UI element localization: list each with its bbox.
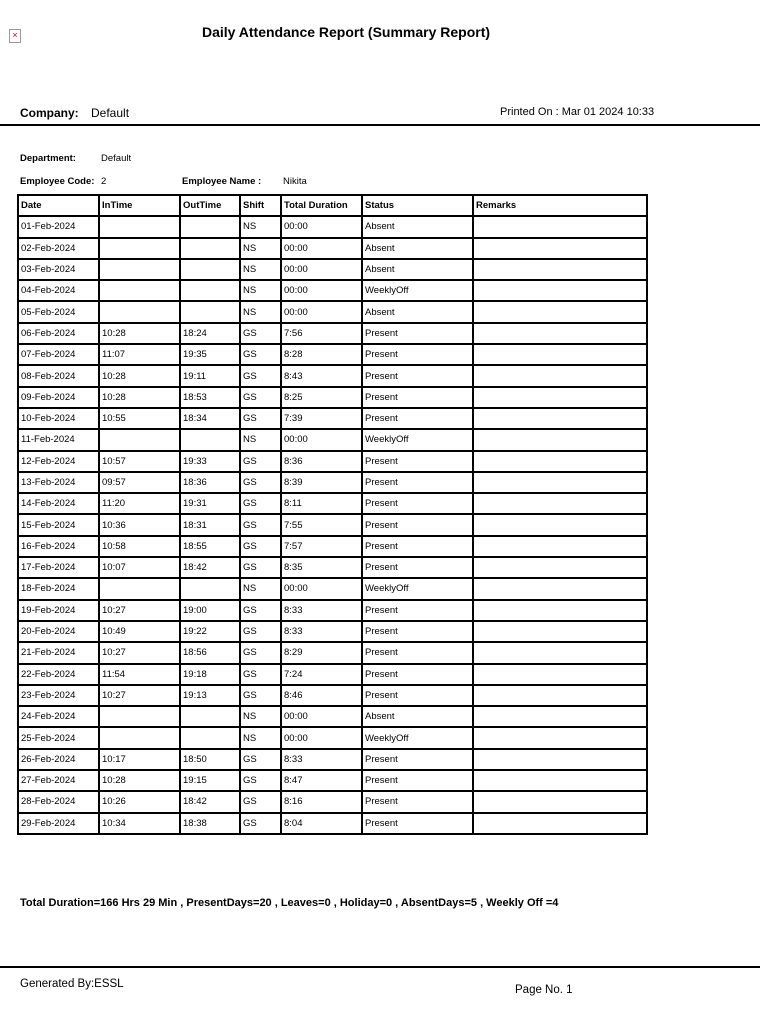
table-row xyxy=(18,216,647,237)
duration-cell: 7:55 xyxy=(281,514,362,535)
table-row xyxy=(18,770,647,791)
table-row xyxy=(18,791,647,812)
shift-cell: GS xyxy=(240,472,281,493)
intime-cell: 10:26 xyxy=(99,791,180,812)
table-row xyxy=(18,408,647,429)
intime-cell: 11:07 xyxy=(99,344,180,365)
duration-cell: 8:33 xyxy=(281,621,362,642)
intime-cell: 10:36 xyxy=(99,514,180,535)
intime-cell: 10:55 xyxy=(99,408,180,429)
intime-cell xyxy=(99,301,180,322)
intime-cell: 10:27 xyxy=(99,685,180,706)
outtime-cell: 19:31 xyxy=(180,493,240,514)
intime-cell: 10:17 xyxy=(99,749,180,770)
outtime-cell: 19:00 xyxy=(180,600,240,621)
duration-cell: 8:46 xyxy=(281,685,362,706)
remarks-cell xyxy=(473,813,647,834)
shift-cell: GS xyxy=(240,536,281,557)
printed-on: Printed On : Mar 01 2024 10:33 xyxy=(500,106,655,118)
intime-cell: 10:28 xyxy=(99,770,180,791)
header-divider xyxy=(0,124,760,126)
date-cell: 13-Feb-2024 xyxy=(18,472,99,493)
outtime-cell: 19:35 xyxy=(180,344,240,365)
date-cell: 26-Feb-2024 xyxy=(18,749,99,770)
table-row xyxy=(18,387,647,408)
shift-cell: NS xyxy=(240,727,281,748)
remarks-cell xyxy=(473,749,647,770)
date-cell: 25-Feb-2024 xyxy=(18,727,99,748)
date-cell: 07-Feb-2024 xyxy=(18,344,99,365)
date-cell: 19-Feb-2024 xyxy=(18,600,99,621)
date-cell: 09-Feb-2024 xyxy=(18,387,99,408)
remarks-cell xyxy=(473,621,647,642)
status-cell: Absent xyxy=(362,706,473,727)
remarks-cell xyxy=(473,642,647,663)
generated-by: Generated By:ESSL xyxy=(20,978,124,990)
remarks-cell xyxy=(473,344,647,365)
date-cell: 29-Feb-2024 xyxy=(18,813,99,834)
intime-cell xyxy=(99,216,180,237)
shift-cell: GS xyxy=(240,408,281,429)
date-cell: 08-Feb-2024 xyxy=(18,365,99,386)
status-cell: Present xyxy=(362,664,473,685)
intime-cell xyxy=(99,706,180,727)
outtime-cell xyxy=(180,429,240,450)
remarks-cell xyxy=(473,259,647,280)
remarks-cell xyxy=(473,770,647,791)
status-cell: WeeklyOff xyxy=(362,727,473,748)
outtime-cell xyxy=(180,280,240,301)
intime-cell: 10:58 xyxy=(99,536,180,557)
table-row xyxy=(18,323,647,344)
status-cell: Present xyxy=(362,749,473,770)
outtime-cell: 18:50 xyxy=(180,749,240,770)
date-cell: 01-Feb-2024 xyxy=(18,216,99,237)
outtime-cell: 18:36 xyxy=(180,472,240,493)
col-header-status: Status xyxy=(362,195,473,216)
col-header-outtime: OutTime xyxy=(180,195,240,216)
outtime-cell: 19:15 xyxy=(180,770,240,791)
duration-cell: 7:56 xyxy=(281,323,362,344)
table-row xyxy=(18,642,647,663)
shift-cell: NS xyxy=(240,706,281,727)
date-cell: 21-Feb-2024 xyxy=(18,642,99,663)
date-cell: 02-Feb-2024 xyxy=(18,238,99,259)
outtime-cell: 18:42 xyxy=(180,791,240,812)
date-cell: 14-Feb-2024 xyxy=(18,493,99,514)
duration-cell: 00:00 xyxy=(281,216,362,237)
shift-cell: GS xyxy=(240,514,281,535)
table-row xyxy=(18,451,647,472)
table-row xyxy=(18,259,647,280)
date-cell: 11-Feb-2024 xyxy=(18,429,99,450)
date-cell: 06-Feb-2024 xyxy=(18,323,99,344)
page-number: Page No. 1 xyxy=(515,984,573,996)
summary-totals: Total Duration=166 Hrs 29 Min , PresentDays=20 , Leaves=0 , Holiday=0 , AbsentDays=5 , Weekly Off =4 xyxy=(20,897,559,909)
status-cell: Absent xyxy=(362,301,473,322)
duration-cell: 00:00 xyxy=(281,727,362,748)
intime-cell: 11:54 xyxy=(99,664,180,685)
shift-cell: GS xyxy=(240,600,281,621)
date-cell: 18-Feb-2024 xyxy=(18,578,99,599)
company-value: Default xyxy=(91,106,130,120)
date-cell: 24-Feb-2024 xyxy=(18,706,99,727)
table-row xyxy=(18,706,647,727)
duration-cell: 00:00 xyxy=(281,238,362,259)
intime-cell xyxy=(99,280,180,301)
intime-cell: 10:49 xyxy=(99,621,180,642)
table-row xyxy=(18,749,647,770)
table-row xyxy=(18,600,647,621)
shift-cell: GS xyxy=(240,685,281,706)
status-cell: Absent xyxy=(362,238,473,259)
table-row xyxy=(18,557,647,578)
remarks-cell xyxy=(473,280,647,301)
employee-name-value: Nikita xyxy=(283,176,307,187)
shift-cell: GS xyxy=(240,749,281,770)
remarks-cell xyxy=(473,706,647,727)
outtime-cell: 19:22 xyxy=(180,621,240,642)
date-cell: 22-Feb-2024 xyxy=(18,664,99,685)
outtime-cell: 18:38 xyxy=(180,813,240,834)
outtime-cell: 18:42 xyxy=(180,557,240,578)
shift-cell: GS xyxy=(240,642,281,663)
duration-cell: 8:36 xyxy=(281,451,362,472)
outtime-cell xyxy=(180,216,240,237)
shift-cell: GS xyxy=(240,493,281,514)
duration-cell: 8:33 xyxy=(281,749,362,770)
remarks-cell xyxy=(473,514,647,535)
attendance-table-body xyxy=(18,216,647,834)
remarks-cell xyxy=(473,429,647,450)
duration-cell: 7:39 xyxy=(281,408,362,429)
table-row xyxy=(18,685,647,706)
remarks-cell xyxy=(473,387,647,408)
date-cell: 10-Feb-2024 xyxy=(18,408,99,429)
status-cell: Present xyxy=(362,493,473,514)
table-row xyxy=(18,621,647,642)
intime-cell xyxy=(99,238,180,259)
intime-cell: 10:27 xyxy=(99,642,180,663)
status-cell: Present xyxy=(362,365,473,386)
shift-cell: NS xyxy=(240,578,281,599)
table-row xyxy=(18,727,647,748)
outtime-cell: 18:55 xyxy=(180,536,240,557)
status-cell: Present xyxy=(362,323,473,344)
intime-cell: 09:57 xyxy=(99,472,180,493)
remarks-cell xyxy=(473,664,647,685)
outtime-cell: 18:31 xyxy=(180,514,240,535)
remarks-cell xyxy=(473,408,647,429)
employee-code-label: Employee Code: xyxy=(20,176,95,187)
date-cell: 15-Feb-2024 xyxy=(18,514,99,535)
intime-cell xyxy=(99,578,180,599)
intime-cell xyxy=(99,429,180,450)
remarks-cell xyxy=(473,685,647,706)
duration-cell: 00:00 xyxy=(281,429,362,450)
duration-cell: 8:43 xyxy=(281,365,362,386)
table-row xyxy=(18,578,647,599)
table-row xyxy=(18,429,647,450)
shift-cell: GS xyxy=(240,451,281,472)
shift-cell: GS xyxy=(240,813,281,834)
outtime-cell: 18:53 xyxy=(180,387,240,408)
date-cell: 05-Feb-2024 xyxy=(18,301,99,322)
shift-cell: GS xyxy=(240,621,281,642)
attendance-table xyxy=(17,194,648,835)
duration-cell: 8:39 xyxy=(281,472,362,493)
date-cell: 12-Feb-2024 xyxy=(18,451,99,472)
intime-cell: 10:57 xyxy=(99,451,180,472)
remarks-cell xyxy=(473,238,647,259)
status-cell: Present xyxy=(362,685,473,706)
remarks-cell xyxy=(473,451,647,472)
status-cell: Present xyxy=(362,642,473,663)
status-cell: Present xyxy=(362,536,473,557)
table-row xyxy=(18,280,647,301)
duration-cell: 8:33 xyxy=(281,600,362,621)
outtime-cell xyxy=(180,238,240,259)
status-cell: Present xyxy=(362,813,473,834)
remarks-cell xyxy=(473,727,647,748)
outtime-cell xyxy=(180,727,240,748)
duration-cell: 00:00 xyxy=(281,578,362,599)
remarks-cell xyxy=(473,791,647,812)
duration-cell: 00:00 xyxy=(281,301,362,322)
table-row xyxy=(18,301,647,322)
outtime-cell: 19:11 xyxy=(180,365,240,386)
shift-cell: NS xyxy=(240,216,281,237)
intime-cell: 10:28 xyxy=(99,365,180,386)
status-cell: Present xyxy=(362,514,473,535)
status-cell: WeeklyOff xyxy=(362,578,473,599)
table-row xyxy=(18,514,647,535)
status-cell: WeeklyOff xyxy=(362,429,473,450)
department-value: Default xyxy=(101,153,132,164)
date-cell: 04-Feb-2024 xyxy=(18,280,99,301)
shift-cell: GS xyxy=(240,387,281,408)
col-header-intime: InTime xyxy=(99,195,180,216)
status-cell: Present xyxy=(362,621,473,642)
remarks-cell xyxy=(473,600,647,621)
department-label: Department: xyxy=(20,153,76,164)
duration-cell: 8:04 xyxy=(281,813,362,834)
intime-cell: 10:34 xyxy=(99,813,180,834)
remarks-cell xyxy=(473,472,647,493)
employee-code-value: 2 xyxy=(101,176,107,187)
date-cell: 03-Feb-2024 xyxy=(18,259,99,280)
shift-cell: GS xyxy=(240,344,281,365)
shift-cell: GS xyxy=(240,791,281,812)
status-cell: Present xyxy=(362,472,473,493)
col-header-remarks: Remarks xyxy=(473,195,647,216)
remarks-cell xyxy=(473,536,647,557)
table-row xyxy=(18,813,647,834)
table-row xyxy=(18,664,647,685)
remarks-cell xyxy=(473,578,647,599)
date-cell: 23-Feb-2024 xyxy=(18,685,99,706)
broken-image-icon: × xyxy=(9,29,21,43)
duration-cell: 8:29 xyxy=(281,642,362,663)
shift-cell: GS xyxy=(240,323,281,344)
shift-cell: GS xyxy=(240,557,281,578)
date-cell: 20-Feb-2024 xyxy=(18,621,99,642)
duration-cell: 8:28 xyxy=(281,344,362,365)
duration-cell: 8:25 xyxy=(281,387,362,408)
col-header-shift: Shift xyxy=(240,195,281,216)
intime-cell: 10:27 xyxy=(99,600,180,621)
status-cell: Present xyxy=(362,600,473,621)
status-cell: Present xyxy=(362,344,473,365)
table-row xyxy=(18,536,647,557)
outtime-cell xyxy=(180,259,240,280)
duration-cell: 7:57 xyxy=(281,536,362,557)
remarks-cell xyxy=(473,365,647,386)
date-cell: 17-Feb-2024 xyxy=(18,557,99,578)
company-label: Company: xyxy=(20,106,79,120)
intime-cell: 10:28 xyxy=(99,323,180,344)
shift-cell: NS xyxy=(240,280,281,301)
intime-cell xyxy=(99,259,180,280)
shift-cell: GS xyxy=(240,664,281,685)
report-title: Daily Attendance Report (Summary Report) xyxy=(201,24,491,40)
duration-cell: 7:24 xyxy=(281,664,362,685)
outtime-cell: 18:34 xyxy=(180,408,240,429)
duration-cell: 8:47 xyxy=(281,770,362,791)
shift-cell: NS xyxy=(240,238,281,259)
table-row xyxy=(18,493,647,514)
outtime-cell: 18:56 xyxy=(180,642,240,663)
duration-cell: 8:35 xyxy=(281,557,362,578)
table-row xyxy=(18,238,647,259)
duration-cell: 00:00 xyxy=(281,706,362,727)
table-row xyxy=(18,344,647,365)
date-cell: 16-Feb-2024 xyxy=(18,536,99,557)
remarks-cell xyxy=(473,493,647,514)
duration-cell: 00:00 xyxy=(281,259,362,280)
shift-cell: NS xyxy=(240,429,281,450)
outtime-cell: 19:13 xyxy=(180,685,240,706)
status-cell: Present xyxy=(362,791,473,812)
outtime-cell: 19:33 xyxy=(180,451,240,472)
shift-cell: NS xyxy=(240,301,281,322)
status-cell: Present xyxy=(362,387,473,408)
remarks-cell xyxy=(473,301,647,322)
outtime-cell xyxy=(180,706,240,727)
table-header-row xyxy=(18,195,647,216)
status-cell: WeeklyOff xyxy=(362,280,473,301)
table-row xyxy=(18,472,647,493)
intime-cell: 11:20 xyxy=(99,493,180,514)
outtime-cell xyxy=(180,301,240,322)
intime-cell: 10:07 xyxy=(99,557,180,578)
shift-cell: GS xyxy=(240,365,281,386)
status-cell: Absent xyxy=(362,259,473,280)
status-cell: Present xyxy=(362,451,473,472)
remarks-cell xyxy=(473,557,647,578)
footer-divider xyxy=(0,966,760,968)
col-header-date: Date xyxy=(18,195,99,216)
shift-cell: NS xyxy=(240,259,281,280)
duration-cell: 8:11 xyxy=(281,493,362,514)
intime-cell: 10:28 xyxy=(99,387,180,408)
duration-cell: 8:16 xyxy=(281,791,362,812)
remarks-cell xyxy=(473,216,647,237)
employee-name-label: Employee Name : xyxy=(182,176,262,187)
status-cell: Present xyxy=(362,557,473,578)
col-header-total-duration: Total Duration xyxy=(281,195,362,216)
status-cell: Absent xyxy=(362,216,473,237)
date-cell: 28-Feb-2024 xyxy=(18,791,99,812)
duration-cell: 00:00 xyxy=(281,280,362,301)
shift-cell: GS xyxy=(240,770,281,791)
remarks-cell xyxy=(473,323,647,344)
status-cell: Present xyxy=(362,770,473,791)
outtime-cell xyxy=(180,578,240,599)
table-row xyxy=(18,365,647,386)
outtime-cell: 19:18 xyxy=(180,664,240,685)
date-cell: 27-Feb-2024 xyxy=(18,770,99,791)
intime-cell xyxy=(99,727,180,748)
status-cell: Present xyxy=(362,408,473,429)
outtime-cell: 18:24 xyxy=(180,323,240,344)
